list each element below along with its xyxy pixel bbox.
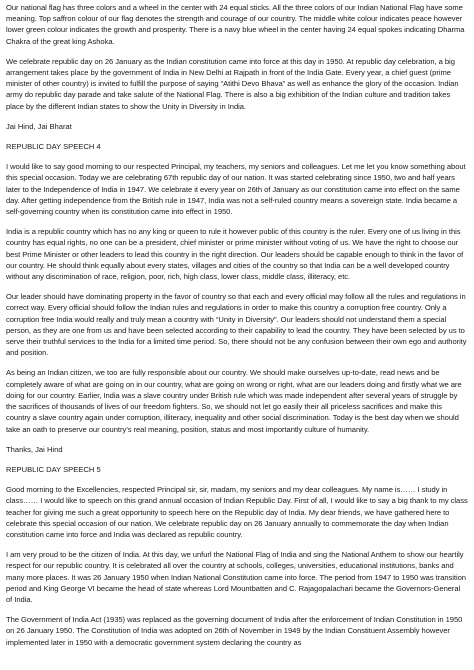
paragraph-flag-colors: Our national flag has three colors and a wheel in the center with 24 equal sticks. All the three colors of our Indian National Flag have some meaning. Top saffron colour of our flag denotes the strength and courage of our country. The middle white colour indicates peace however lower green colour indicates the growth and prosperity. There is a navy blue wheel in the center having 24 equal spokes indicating Dharma Chakra of the great king Ashoka.	[6, 3, 465, 46]
paragraph-citizen-responsibility: As being an Indian citizen, we too are fully responsible about our country. We should make ourselves up-to-date, read news and be completely aware of what are going on in our country, what are going on wrong or right, what are our leaders doing and firstly what we are doing for our country. Earlier, India was a slave country under British rule which was made independent after several years of struggle by the sacrifices of thousands of lives of our freedom fighters. So, we should not let go easily their all priceless sacrifices and make this country a slave country again under corruption, illiteracy, inequality and other social discrimination. Today is the best day when we should take an oath to preserve our country’s real meaning, position, status and most importantly culture of humanity.	[6, 368, 462, 434]
closing-line: Jai Hind, Jai Bharat	[6, 121, 72, 131]
closing-line: Thanks, Jai Hind	[6, 444, 63, 454]
section-heading-speech-5: REPUBLIC DAY SPEECH 5	[6, 464, 101, 474]
paragraph-republic-day-celebration: We celebrate republic day on 26 January as the Indian constitution came into force at this day in 1950. At republic day celebration, a big arrangement takes place by the government of India in New Delhi at Rajpath in front of the India Gate. Every year, a chief guest (prime minister of other country) is invited to fulfill the purpose of saying “Atithi Devo Bhava” as well as enhance the glory of the occasion. Indian army do republic day parade and take salute of the National Flag. There is also a big exhibition of the Indian culture and tradition takes place by the different Indian states to show the Unity in Diversity in India.	[6, 56, 459, 111]
paragraph-government-act: The Government of India Act (1935) was replaced as the governing document of India after the enforcement of Indian Constitution in 1950 on 26 January 1950. The Constitution of India was adopted on 26th of November in 1949 by the Indian Constituent Assembly however implemented later in 1950 with a democratic government system declaring the country as	[6, 615, 463, 647]
paragraph-leaders: Our leader should have dominating property in the favor of country so that each and every official may follow all the rules and regulations in correct way. Every official should follow the Indian rules and regulations in order to make this country a corruption free country. Only a corruption free India would really and truly mean a country with “Unity in Diversity”. Our leaders should not understand them a special person, as they are one from us and have been selected according to their capability to lead the country. They have been selected by us to serve their truthful services to the India for a limited time period. So, there should not be any confusion between their own ego and authority and position.	[6, 292, 467, 358]
section-heading-speech-4: REPUBLIC DAY SPEECH 4	[6, 142, 101, 152]
paragraph-proud-citizen: I am very proud to be the citizen of India. At this day, we unfurl the National Flag of India and sing the National Anthem to show our heartily respect for our republic country. It is celebrated all over the country at schools, colleges, universities, educational institutions, banks and many more places. It was 26 January 1950 when Indian National Constitution came into force. The period from 1947 to 1950 was transition period and King George VI became the head of state whereas Lord Mountbatten and C. Rajagopalachari became the Governors-General of India.	[6, 550, 466, 604]
paragraph-speech-4-intro: I would like to say good morning to our respected Principal, my teachers, my seniors and colleagues. Let me let you know something about this special occasion. Today we are celebrating 67th republic day of our nation. It was started celebrating since 1950, two and half years later to the Independence of India in 1947. We celebrate it every year on 26th of January as our constitution came into effect on the same day. After getting independence from the British rule in 1947, India was not a self-ruled country means a sovereign state. India became a self-governing country when its constitution came into effect in 1950.	[6, 162, 466, 217]
paragraph-republic-country: India is a republic country which has no any king or queen to rule it however public of this country is the ruler. Every one of us living in this country has equal rights, no one can be a president, chief minister or prime minister without voting of us. We have the right to choose our best Prime Minister or other leaders to lead this country in the right direction. Our leaders should be capable enough to think in the favor of our country. He should think equally about every states, villages and cities of the country so that India can be a well developed country without any discrimination of race, religion, poor, rich, high class, lower class, middle class, illiteracy, etc.	[6, 227, 464, 282]
paragraph-speech-5-intro: Good morning to the Excellencies, respected Principal sir, sir, madam, my seniors and my dear colleagues. My name is…… I study in class…… I would like to speech on this grand annual occasion of Indian Republic Day. First of all, I would like to say a big thank to my class teacher for giving me such a great opportunity to speech here on the Republic day of India. My dear friends, we have gathered here to celebrate this special occasion of our nation. We celebrate republic day on 26 January annually to commemorate the day when Indian constitution came into force and India was declared as republic country.	[6, 485, 468, 539]
